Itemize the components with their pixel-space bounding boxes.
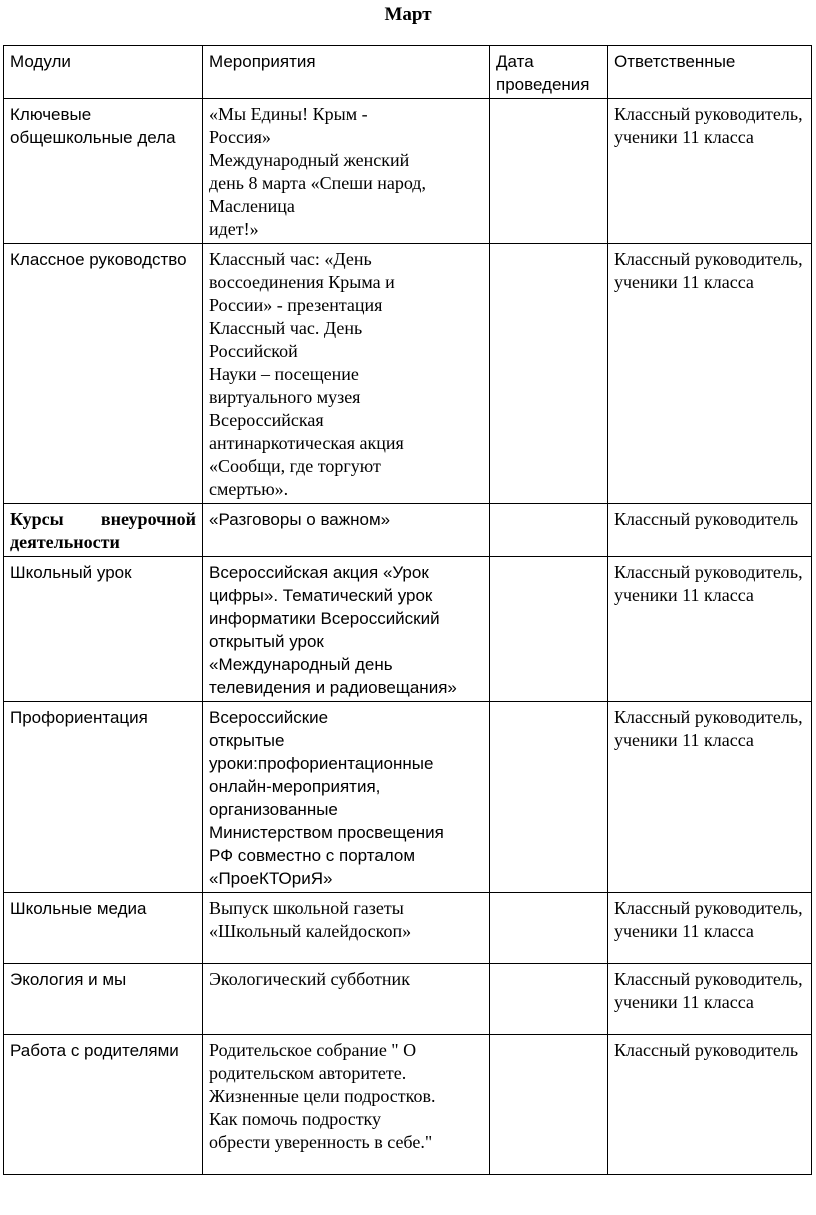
event-line: телевидения и радиовещания» <box>209 678 457 697</box>
events-cell <box>203 557 490 702</box>
table-row <box>4 1035 812 1175</box>
event-line: информатики Всероссийский <box>209 609 440 628</box>
header-date: Дата проведения <box>490 46 608 99</box>
module-cell: Работа с родителями <box>4 1035 203 1175</box>
date-cell <box>490 964 608 1035</box>
date-cell <box>490 893 608 964</box>
event-line: Масленица <box>209 196 295 216</box>
module-cell: Школьный урок <box>4 557 203 702</box>
event-line: Родительское собрание " О <box>209 1040 417 1060</box>
date-cell <box>490 504 608 557</box>
header-events: Мероприятия <box>203 46 490 99</box>
events-cell <box>203 702 490 893</box>
events-cell <box>203 504 490 557</box>
date-cell <box>490 99 608 244</box>
event-line: виртуального музея <box>209 387 361 407</box>
event-line: Российской <box>209 341 298 361</box>
event-line: Экологический субботник <box>209 969 410 989</box>
event-line: «ПроеКТОриЯ» <box>209 869 333 888</box>
module-cell: Экология и мы <box>4 964 203 1035</box>
event-line: уроки:профориентационные <box>209 754 434 773</box>
event-line: обрести уверенность в себе." <box>209 1132 433 1152</box>
table-row <box>4 557 812 702</box>
page-title: Март <box>384 4 432 25</box>
event-line: смертью». <box>209 479 289 499</box>
date-cell <box>490 702 608 893</box>
responsible-cell: Классный руководитель <box>608 504 812 557</box>
event-line: «Мы Едины! Крым - <box>209 104 368 124</box>
events-table <box>3 45 812 1175</box>
responsible-cell: Классный руководитель, ученики 11 класса <box>608 893 812 964</box>
event-line: родительском авторитете. <box>209 1063 407 1083</box>
event-line: Всероссийские <box>209 708 329 727</box>
event-line: онлайн-мероприятия, <box>209 777 381 796</box>
event-line: России» - презентация <box>209 295 383 315</box>
event-line: РФ совместно с порталом <box>209 846 416 865</box>
responsible-cell: Классный руководитель, ученики 11 класса <box>608 244 812 504</box>
event-line: Министерством просвещения <box>209 823 444 842</box>
date-cell <box>490 1035 608 1175</box>
module-cell: Школьные медиа <box>4 893 203 964</box>
event-line: открытые <box>209 731 285 750</box>
events-cell <box>203 1035 490 1175</box>
table-row <box>4 893 812 964</box>
event-line: антинаркотическая акция <box>209 433 404 453</box>
header-responsible: Ответственные <box>608 46 812 99</box>
date-cell <box>490 557 608 702</box>
event-line: Классный час. День <box>209 318 363 338</box>
events-cell <box>203 893 490 964</box>
responsible-cell: Классный руководитель, ученики 11 класса <box>608 99 812 244</box>
event-line: «Школьный калейдоскоп» <box>209 921 412 941</box>
table-row <box>4 244 812 504</box>
event-line: воссоединения Крыма и <box>209 272 395 292</box>
table-row <box>4 702 812 893</box>
table-row <box>4 964 812 1035</box>
event-line: «Международный день <box>209 655 393 674</box>
module-cell: Курсы внеурочной деятельности <box>4 504 203 557</box>
event-line: Россия» <box>209 127 271 147</box>
event-line: цифры». Тематический урок <box>209 586 433 605</box>
date-cell <box>490 244 608 504</box>
table-row <box>4 504 812 557</box>
event-line: «Сообщи, где торгуют <box>209 456 381 476</box>
table-header-row <box>4 46 812 99</box>
module-cell: Профориентация <box>4 702 203 893</box>
event-line: Науки – посещение <box>209 364 359 384</box>
event-line: Классный час: «День <box>209 249 372 269</box>
event-line: «Разговоры о важном» <box>209 510 391 529</box>
event-line: Выпуск школьной газеты <box>209 898 404 918</box>
table-row <box>4 99 812 244</box>
event-line: Всероссийская акция «Урок <box>209 563 429 582</box>
events-cell <box>203 99 490 244</box>
event-line: Всероссийская <box>209 410 324 430</box>
module-cell: Ключевые общешкольные дела <box>4 99 203 244</box>
event-line: открытый урок <box>209 632 324 651</box>
events-cell <box>203 964 490 1035</box>
event-line: Международный женский <box>209 150 410 170</box>
module-cell: Классное руководство <box>4 244 203 504</box>
event-line: организованные <box>209 800 338 819</box>
responsible-cell: Классный руководитель, ученики 11 класса <box>608 557 812 702</box>
responsible-cell: Классный руководитель, ученики 11 класса <box>608 702 812 893</box>
responsible-cell: Классный руководитель, ученики 11 класса <box>608 964 812 1035</box>
events-cell <box>203 244 490 504</box>
event-line: Как помочь подростку <box>209 1109 382 1129</box>
event-line: идет!» <box>209 219 259 239</box>
header-modules: Модули <box>4 46 203 99</box>
responsible-cell: Классный руководитель <box>608 1035 812 1175</box>
event-line: Жизненные цели подростков. <box>209 1086 436 1106</box>
event-line: день 8 марта «Спеши народ, <box>209 173 426 193</box>
